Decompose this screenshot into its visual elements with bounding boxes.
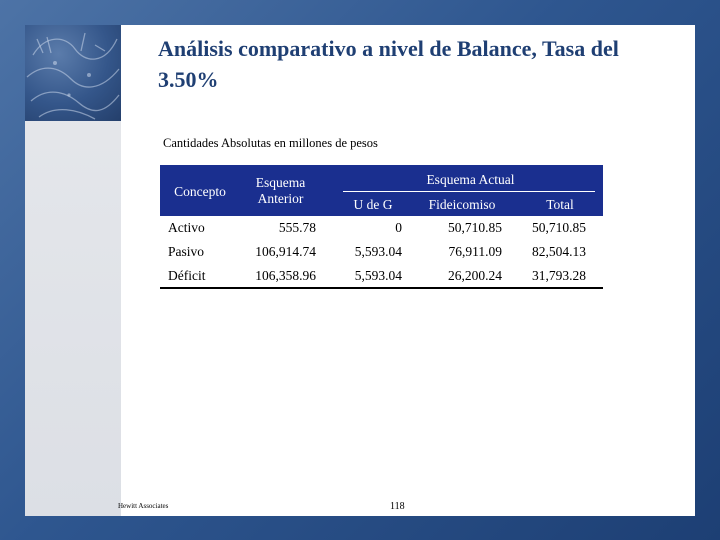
cell-udeg: 0 xyxy=(395,220,402,235)
cell-udeg: 5,593.04 xyxy=(354,244,402,259)
cell-fideicomiso: 50,710.85 xyxy=(448,220,502,235)
cell-udeg: 5,593.04 xyxy=(354,268,402,283)
cell-anterior: 106,358.96 xyxy=(255,268,316,283)
slide xyxy=(25,25,695,516)
page-number: 118 xyxy=(390,501,405,512)
decorative-logo-image xyxy=(25,25,121,121)
comparison-table xyxy=(160,165,603,289)
header-concepto: Concepto xyxy=(174,184,226,199)
cell-concepto: Pasivo xyxy=(168,244,205,259)
cell-total: 31,793.28 xyxy=(532,268,586,283)
header-u-de-g: U de G xyxy=(353,197,393,212)
table-header xyxy=(160,165,603,216)
header-divider xyxy=(343,191,595,192)
table-subtitle: Cantidades Absolutas en millones de pesos xyxy=(163,136,378,150)
cell-total: 82,504.13 xyxy=(532,244,586,259)
cell-fideicomiso: 26,200.24 xyxy=(448,268,502,283)
cell-concepto: Activo xyxy=(168,220,205,235)
cell-fideicomiso: 76,911.09 xyxy=(448,244,502,259)
footer-company: Hewitt Associates xyxy=(118,502,169,510)
cell-anterior: 555.78 xyxy=(278,220,316,235)
table-row xyxy=(160,220,603,244)
slide-title: Análisis comparativo a nivel de Balance, Tasa del 3.50% xyxy=(158,36,619,92)
header-fideicomiso: Fideicomiso xyxy=(428,197,496,212)
table-bottom-border xyxy=(160,287,603,289)
header-esquema-anterior: Esquema Anterior xyxy=(255,175,306,206)
header-esquema-actual: Esquema Actual xyxy=(426,172,515,187)
cell-total: 50,710.85 xyxy=(532,220,586,235)
header-total: Total xyxy=(546,197,574,212)
script-texture-icon xyxy=(25,25,121,121)
table-row xyxy=(160,244,603,268)
cell-concepto: Déficit xyxy=(168,268,206,283)
cell-anterior: 106,914.74 xyxy=(255,244,316,259)
